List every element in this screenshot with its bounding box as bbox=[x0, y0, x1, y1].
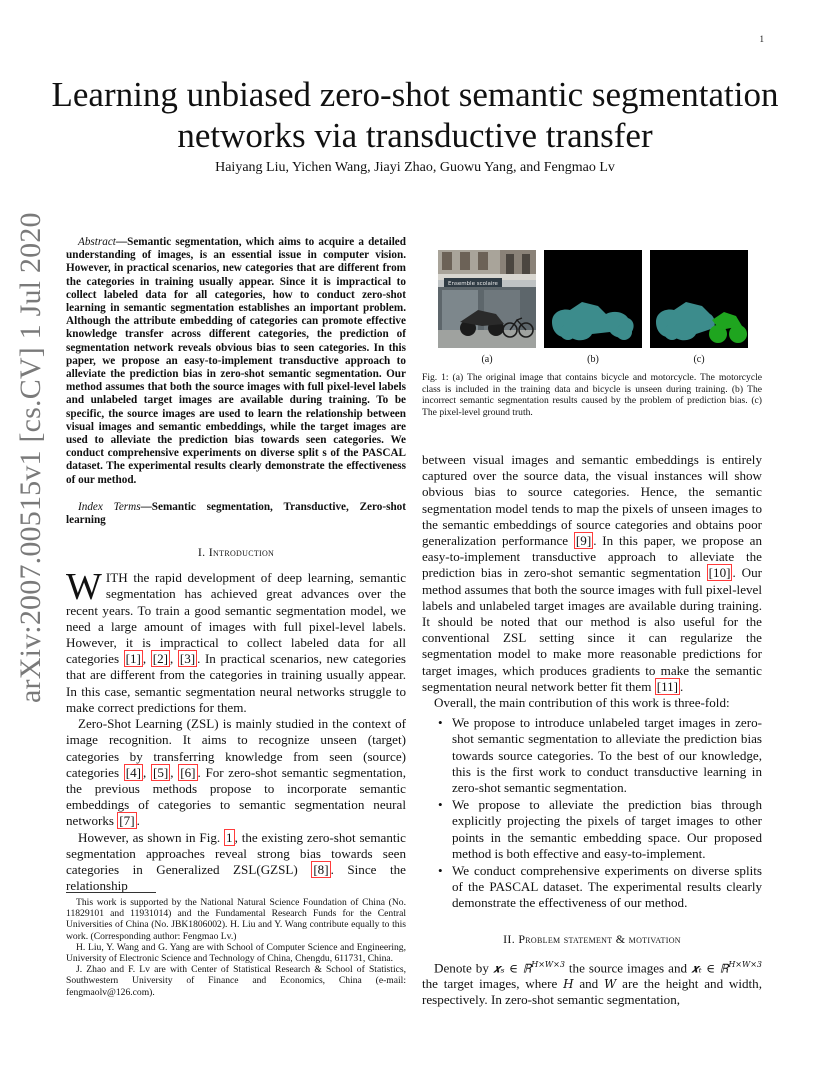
math-xt: 𝒙ₜ ∈ ℝ bbox=[691, 961, 729, 976]
footnote-affiliation-2: J. Zhao and F. Lv are with Center of Statistical Research & School of Statistics, Southwestern University of Finance and Economics, China (e-mail: fengmaolv@126.com). bbox=[66, 964, 406, 998]
abstract bbox=[66, 236, 406, 487]
figure-panel-prediction bbox=[544, 250, 642, 348]
abstract-text: —Semantic segmentation, which aims to acquire a detailed understanding of images, is an essential issue in computer vision. However, in practical scenarios, new categories that are different from the categories in training usually appear. Since it is impractical to collect labeled data for all categories, how to conduct zero-shot learning in semantic segmentation establishes an important problem. Although the attribute embedding of categories can promote effective knowledge transfer across different categories, the prediction of segmentation network reveals obvious bias to seen categories. In this paper, we propose an easy-to-implement transductive approach to alleviate the prediction bias in zero-shot semantic segmentation. Our method assumes that both the source images with full pixel-level labels and unlabeled target images are available during training. To be specific, the source images are used to learn the relationship between visual images and semantic embeddings, while the target images are used to alleviate the prediction bias towards seen categories. We conduct comprehensive experiments on diverse split s of the PASCAL dataset. The experimental results clearly demonstrate the effectiveness of our method. bbox=[66, 236, 406, 486]
math-superscript: H×W×3 bbox=[728, 959, 763, 969]
footnote-funding: This work is supported by the National Natural Science Foundation of China (No. 11829101 and 11931014) and the Fundamental Research Funds for the Central Universities of China (No. JBK1806002). H. Liu and Y. Wang contribute equally to this work. (Corresponding author: Fengmao Lv.) bbox=[66, 897, 406, 942]
paper-authors: Haiyang Liu, Yichen Wang, Jiayi Zhao, Guowu Yang, and Fengmao Lv bbox=[215, 160, 615, 175]
left-column bbox=[66, 236, 406, 894]
storefront-sign: Ensemble scolaire bbox=[448, 281, 498, 287]
right-paragraph-3: Denote by 𝒙ₛ ∈ ℝ$^{H\times W\times 3}$ the source images and 𝒙ₜ ∈ ℝ$^{H\times W\times 3}$ the target images, where H and W are the height and width, respectively. In zero-shot semantic segmentation, bbox=[422, 959, 763, 1008]
arxiv-stamp: arXiv:2007.00515v1 [cs.CV] 1 Jul 2020 bbox=[14, 212, 47, 703]
panel-label-c: (c) bbox=[693, 354, 705, 365]
section-heading-problem-statement: II. Problem statement & motivation bbox=[503, 931, 681, 946]
list-item: • We conduct comprehensive experiments on diverse splits of the PASCAL dataset. The experimental results clearly demonstrate the effectiveness of our method. bbox=[452, 863, 762, 912]
figure-1 bbox=[438, 250, 768, 365]
citation-link[interactable]: [4] bbox=[125, 764, 142, 780]
math-w: W bbox=[604, 977, 617, 992]
intro-paragraph-2: Zero-Shot Learning (ZSL) is mainly studied in the context of image recognition. It aims to recognize unseen (target) categories by transferring knowledge from seen (source) categories [4] , [5] , [6] . For zero-shot semantic segmentation, the previous methods propose to incorporate semantic embeddings of categories to semantic segmentation neural networks [7] . bbox=[66, 716, 407, 829]
citation-link[interactable]: [7] bbox=[119, 813, 135, 829]
citation-link[interactable]: [2] bbox=[152, 651, 169, 667]
drop-cap: W bbox=[66, 566, 102, 609]
right-column bbox=[422, 452, 762, 1009]
index-terms-label: Index Terms bbox=[78, 500, 141, 513]
panel-label-b: (b) bbox=[587, 354, 599, 365]
math-xs: 𝒙ₛ ∈ ℝ bbox=[492, 961, 532, 976]
figure-panel-ground-truth bbox=[650, 250, 748, 348]
panel-label-a: (a) bbox=[481, 354, 493, 365]
citation-link[interactable]: [11] bbox=[656, 678, 679, 694]
abstract-label: Abstract bbox=[78, 236, 116, 248]
citation-link[interactable]: [10] bbox=[708, 565, 731, 581]
right-paragraph-1: between visual images and semantic embeddings is entirely captured over the source data, the visual instances will show obvious bias to source categories. Hence, the semantic segmentation model tends to map the pixels of unseen images to the semantic embeddings of source categories and obtains poor generalization performance [9] . In this paper, we propose an easy-to-implement transductive approach to alleviate the prediction bias in zero-shot semantic segmentation [10] . Our method assumes that both the source images with full pixel-level labels and unlabeled target images are available during training. It should be noted that our method is also useful for the conventional ZSL setting since it can regularize the segmentation model to make more reasonable predictions for target images, which produces gradients to make the semantic segmentation neural network better fit them [11] . bbox=[422, 452, 763, 694]
intro-paragraph-3: However, as shown in Fig. 1 , the existing zero-shot semantic segmentation approaches reveal strong bias towards seen categories in Generalized ZSL(GZSL) [8] . Since the relationship bbox=[66, 829, 406, 894]
index-terms-text: —Semantic segmentation, Transductive, Zero-shot learning bbox=[66, 500, 406, 527]
figure-link[interactable]: 1 bbox=[226, 829, 233, 845]
list-item: • We propose to alleviate the prediction bias through explicitly projecting the pixels of target images to other points in the semantic embedding space. Our proposed method is both effective and easy-to-implement. bbox=[452, 797, 762, 862]
intro-paragraph-1: WITH the rapid development of deep learning, semantic segmentation has achieved great advances over the recent years. To train a good semantic segmentation model, we need a large amount of images with full pixel-level labels. However, it is impractical to collect labeled data for all categories [1] , [2] , [3] . In practical scenarios, new categories that are different from the categories in training usually appear. In this case, semantic segmentation neural networks struggle to make correct predictions for them. bbox=[66, 566, 406, 715]
citation-link[interactable]: [9] bbox=[575, 533, 592, 549]
figure-caption: Fig. 1: (a) The original image that contains bicycle and motorcycle. The motorcycle class is included in the training data and bicycle is unseen during training. (b) The incorrect semantic segmentation results caused by the problem of prediction bias. (c) The pixel-level ground truth. bbox=[422, 372, 762, 418]
math-h: H bbox=[563, 977, 574, 992]
footnote-affiliation-1: H. Liu, Y. Wang and G. Yang are with School of Computer Science and Engineering, University of Electronic Science and Technology of China, Chengdu, 611731, China. bbox=[66, 941, 406, 965]
footnotes bbox=[66, 892, 406, 998]
paper-title: Learning unbiased zero-shot semantic segmentation networks via transductive transfer bbox=[51, 75, 779, 155]
citation-link[interactable]: [5] bbox=[152, 764, 169, 780]
figure-panel-original-photo bbox=[438, 250, 536, 348]
page-number: 1 bbox=[759, 34, 764, 44]
citation-link[interactable]: [3] bbox=[179, 651, 196, 667]
contribution-list bbox=[422, 715, 762, 911]
section-heading-introduction: I. Introduction bbox=[197, 545, 275, 560]
footnote-rule bbox=[66, 892, 156, 893]
index-terms bbox=[66, 501, 406, 527]
citation-link[interactable]: [8] bbox=[313, 861, 329, 877]
list-item: • We propose to introduce unlabeled target images in zero-shot semantic segmentation to alleviate the prediction bias towards source categories. To the best of our knowledge, this is the first work to conduct transductive learning in zero-shot semantic segmentation. bbox=[452, 715, 762, 796]
right-paragraph-2: Overall, the main contribution of this work is three-fold: bbox=[434, 695, 730, 711]
citation-link[interactable]: [6] bbox=[180, 764, 196, 780]
citation-link[interactable]: [1] bbox=[125, 651, 141, 667]
math-superscript: H×W×3 bbox=[531, 959, 565, 969]
